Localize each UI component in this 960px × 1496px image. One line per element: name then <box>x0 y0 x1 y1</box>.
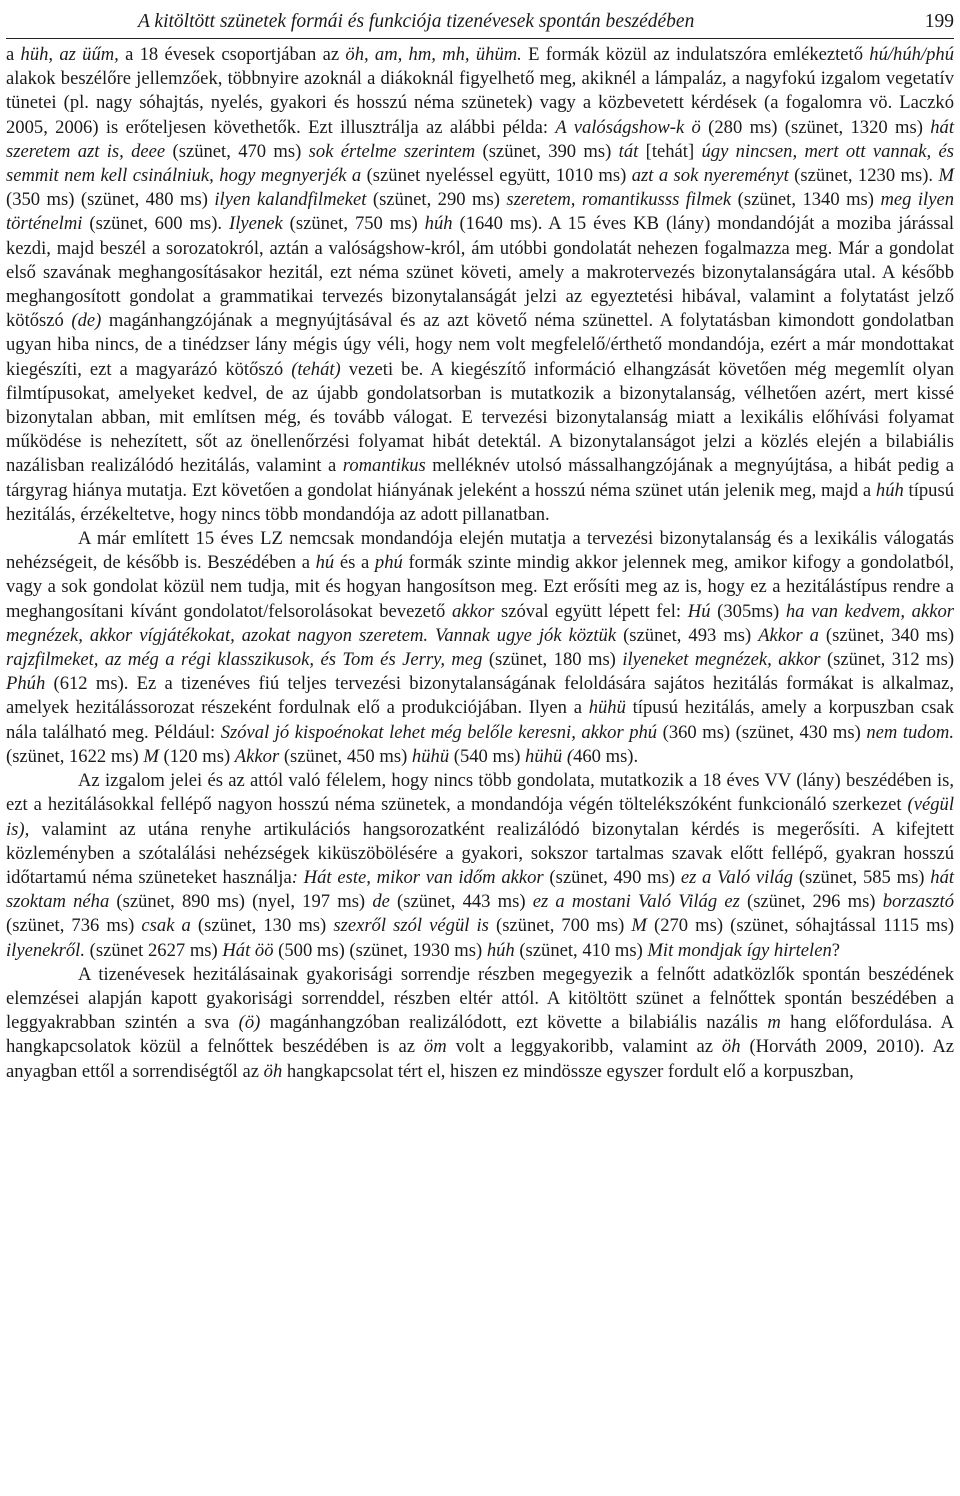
text-segment: (szünet, 296 ms) <box>739 891 883 913</box>
italic-text-segment: húh <box>486 939 515 961</box>
text-segment: (szünet, 340 ms) <box>818 624 955 646</box>
page-number: 199 <box>924 11 954 32</box>
text-segment: A tizenévesek hezitálásainak gyakorisági sorrendje részben megegyezik a felnőtt adatközlők spontán beszédének elemzései alapján kapott gyakorisági sorrenddel, részben eltér attól. A kitöltött szünet a felnőttek spontán beszédében a leggyakrabban szintén a sva <box>6 963 954 1034</box>
italic-text-segment: rajzfilmeket, az még a régi klasszikusok, és Tom és Jerry, meg <box>6 649 483 671</box>
text-segment: magánhangzóban realizálódott, ezt követte a bilabiális nazális <box>260 1012 768 1034</box>
italic-text-segment: öh <box>721 1036 741 1058</box>
italic-text-segment: Hát öö <box>222 939 274 961</box>
text-segment: (Horváth 2009, 2010). Az anyagban ettől a sorrendiségtől az <box>6 1036 954 1082</box>
text-segment: típusú hezitálás, amely a korpuszban csak nála található meg. Például: <box>6 697 954 743</box>
italic-text-segment: nem tudom. <box>866 721 954 743</box>
text-segment: (szünet, 736 ms) <box>6 915 142 937</box>
italic-text-segment: hühü <box>588 697 626 719</box>
italic-text-segment: úgy nincsen, mert ott vannak, és semmit nem kell csinálniuk, hogy megnyerjék a <box>6 140 955 187</box>
italic-text-segment: hühü ( <box>525 745 574 767</box>
italic-text-segment: Hú <box>687 600 711 622</box>
text-segment: (500 ms) (szünet, 1930 ms) <box>273 939 487 961</box>
italic-text-segment: A valóságshow-k ö <box>555 116 701 138</box>
text-segment: típusú hezitálás, érzékeltetve, hogy nincs több mondandója az adott pillanatban. <box>6 479 955 525</box>
italic-text-segment: Phúh <box>6 673 46 695</box>
italic-text-segment: borzasztó <box>882 891 954 913</box>
italic-text-segment: ez a Való világ <box>680 866 794 888</box>
italic-text-segment: m <box>767 1012 781 1034</box>
text-segment: (szünet, 585 ms) <box>793 866 931 888</box>
paragraph-3 <box>6 769 954 963</box>
text-segment: volt a leggyakoribb, valamint az <box>446 1036 722 1058</box>
italic-text-segment: ez a mostani Való Világ ez <box>532 891 740 913</box>
text-segment: (szünet, 890 ms) (nyel, 197 ms) <box>109 891 373 913</box>
text-segment: (szünet, 312 ms) <box>820 649 955 671</box>
text-segment: [tehát] <box>638 140 702 162</box>
italic-text-segment: ha van kedvem, akkor megnézek, akkor vígjátékokat, azokat nagyon szeretem. Vannak ugye jók köztük <box>6 600 955 646</box>
italic-text-segment: öm <box>423 1036 447 1058</box>
italic-text-segment: hú/húh/phú <box>869 44 954 65</box>
text-segment: (1640 ms). A 15 éves KB (lány) mondandóját a moziba járással kezdi, majd beszél a sorozatokról, aztán a valóságshow-król, ám utóbbi gondolatát nehezen fogalmazza meg. Már a gondolat első szavának meghangosításakor hezitál, ezt néma szünet követi, amely a makrotervezés bizonytalanságára utal. A később meghangosított gondolat a grammatikai tervezés bizonytalanságát jelzi az egyeztetési hibával, valamint a folytatást jelző kötőszó <box>6 213 954 332</box>
italic-text-segment: (végül is), <box>6 794 954 840</box>
text-segment: (szünet, 290 ms) <box>366 189 507 211</box>
text-segment: és a <box>334 552 375 574</box>
text-segment: (szünet, 390 ms) <box>475 140 619 162</box>
italic-text-segment: szexről szól végül is <box>333 915 489 937</box>
text-segment: a 18 évesek csoportjában az <box>118 44 346 65</box>
text-segment: (120 ms) <box>158 745 235 767</box>
italic-text-segment: (ö) <box>238 1012 261 1034</box>
text-segment: (szünet, 130 ms) <box>190 915 334 937</box>
italic-text-segment: húh <box>424 213 453 235</box>
paragraph-4 <box>6 963 954 1084</box>
text-segment: (szünet, 1230 ms). <box>788 165 939 187</box>
italic-text-segment: húh <box>875 479 904 501</box>
italic-text-segment: akkor <box>451 600 495 622</box>
text-segment: (szünet, 1340 ms) <box>731 189 881 211</box>
document-page <box>6 0 954 1496</box>
italic-text-segment: öh, am, hm, mh, ühüm. <box>345 44 522 65</box>
text-segment: hang előfordulása. A hangkapcsolatok közül a felnőttek beszédében is az <box>6 1012 954 1058</box>
italic-text-segment: hú <box>315 552 335 574</box>
italic-text-segment: tát <box>618 140 639 162</box>
italic-text-segment: Mit mondjak így hirtelen <box>647 939 832 961</box>
italic-text-segment: hühü <box>411 745 450 767</box>
italic-text-segment: ilyen kalandfilmeket <box>214 189 367 211</box>
italic-text-segment: azt a sok nyereményt <box>631 165 789 187</box>
text-segment: (szünet, 1622 ms) <box>6 745 144 767</box>
text-segment: (szünet, 600 ms). <box>82 213 230 235</box>
running-header <box>6 8 954 39</box>
text-segment: melléknév utolsó mássalhangzójának a megnyújtása, a hibát pedig a tárgyrag hiánya mutatja. Ezt követően a gondolat hiányának jeleként a hosszú néma szünet után jelenik meg, majd a <box>6 455 954 501</box>
italic-text-segment: öh <box>263 1060 283 1082</box>
text-segment: (612 ms). Ez a tizenéves fiú teljes tervezési bizonytalanságának feloldására sajátos hezitálás formákat is alkalmaz, amelyek hezitálássorozat részeként fordulnak elő a produkciójában. Ilyen a <box>6 673 954 719</box>
text-segment: (360 ms) (szünet, 430 ms) <box>657 721 867 743</box>
italic-text-segment: de <box>372 891 390 913</box>
text-segment: formák szinte mindig akkor jelennek meg, amikor kifogy a gondolatból, vagy a sok gondolat közül nem tudja, mit és hogyan hangosítson meg. Ezt erősíti meg az is, hogy ez a hezitálástípus rendre a meghangosítani kívánt gondolatot/felsorolásokat bevezető <box>6 552 954 622</box>
text-segment: (280 ms) (szünet, 1320 ms) <box>700 116 931 138</box>
italic-text-segment: sok értelme szerintem <box>308 140 476 162</box>
text-segment: vezeti be. A kiegészítő információ elhangzását követően még megemlít olyan filmtípusokat, amelyeket kedvel, de az újabb gondolatsorban is mutatkozik a bizonytalanság, vélhetően azért, mert kissé bizonytalan abban, mit említsen még, és tovább válogat. E tervezési bizonytalanság miatt a lexikális előhívási folyamat működése is nehezített, sőt az önellenőrzési folyamat hibát detektál. A bizonytalanságot jelzi a közlés elején a bilabiális nazálisban realizálódó hezitálás, valamint a <box>6 358 954 477</box>
italic-text-segment: Akkor a <box>758 624 819 646</box>
paragraph-1 <box>6 43 954 527</box>
italic-text-segment: romantikus <box>342 455 426 477</box>
text-segment: (szünet, 450 ms) <box>279 745 412 767</box>
text-segment: szóval együtt lépett fel: <box>494 600 688 622</box>
text-segment: magánhangzójának a megnyújtásával és az azt követő néma szünettel. A folytatásban kimondott gondolatban ugyan hiba nincs, de a tinédzser lány mégis úgy véli, hogy nem volt megfelelő/érthető mondandója, ezért a már mondottakat kiegészíti, ezt a magyarázó kötőszó <box>6 310 954 380</box>
italic-text-segment: Ilyenek <box>229 213 283 235</box>
text-segment: hangkapcsolat tért el, hiszen ez mindössze egyszer fordult elő a korpuszban, <box>282 1060 854 1082</box>
text-segment: (szünet, 700 ms) <box>488 915 632 937</box>
italic-text-segment: (tehát) <box>291 358 341 380</box>
text-segment: valamint az utána renyhe artikulációs hangsorozatként realizálódó bizonytalan kérdés is megerősíti. A kifejtett közleményben a szótalálási nehézségek kiküszöbölésére a gyakori, sokszor tartalmas szavak előtt fellépő, gyakran hosszú időtartamú néma szüneteket használja <box>6 818 954 888</box>
italic-text-segment: meg ilyen történelmi <box>6 189 955 235</box>
text-segment: A már említett 15 éves LZ nemcsak mondandója elején mutatja a tervezési bizonytalanság és a lexikális válogatás nehézségeit, de később is. Beszédében a <box>6 528 954 574</box>
italic-text-segment: (de) <box>71 310 102 332</box>
text-segment: (270 ms) (szünet, sóhajtással 1115 ms) <box>646 915 955 937</box>
italic-text-segment: : Hát este, mikor van időm akkor <box>291 866 544 888</box>
text-segment: alakok beszélőre jellemzőek, többnyire azoknál a diákoknál figyelhető meg, akiknél a lámpaláz, a nagyfokú izgalom vegetatív tünetei (pl. nagy sóhajtás, nyelés, gyakori és hosszú néma szünetek) vagy a közbevetett kérdések (a fogalomra vö. Laczkó 2005, 2006) is erőteljesen követhetők. Ezt illusztrálja az alábbi példa: <box>6 68 954 138</box>
text-segment: (szünet, 180 ms) <box>482 649 623 671</box>
italic-text-segment: Akkor <box>234 745 280 767</box>
text-segment: (szünet, 410 ms) <box>514 939 648 961</box>
text-segment: (szünet nyeléssel együtt, 1010 ms) <box>361 165 632 187</box>
italic-text-segment: Szóval jó kispoénokat lehet még belőle keresni, akkor phú <box>220 721 658 743</box>
italic-text-segment: hát szeretem azt is, deee <box>6 116 954 162</box>
italic-text-segment: M <box>143 745 159 767</box>
text-segment: (350 ms) (szünet, 480 ms) <box>6 189 215 211</box>
italic-text-segment: csak a <box>141 915 191 937</box>
running-title: A kitöltött szünetek formái és funkciója tizenévesek spontán beszédében <box>138 11 695 32</box>
text-segment: (szünet, 493 ms) <box>616 624 759 646</box>
text-segment: (szünet, 490 ms) <box>543 866 681 888</box>
italic-text-segment: M <box>938 165 954 187</box>
italic-text-segment: hát szoktam néha <box>6 866 955 913</box>
text-segment: (szünet, 443 ms) <box>389 891 533 913</box>
text-segment: (305ms) <box>710 600 786 622</box>
text-segment: (540 ms) <box>449 745 526 767</box>
italic-text-segment: M <box>631 915 647 937</box>
text-segment: (szünet, 750 ms) <box>282 213 425 235</box>
text-segment: Az izgalom jelei és az attól való félelem, hogy nincs több gondolata, mutatkozik a 18 éves VV (lány) beszédében is, ezt a hezitálásokkal fellépő nagyon hosszú néma szünetek, a mondandója végén töltelékszóként funkcionáló szerkezet <box>6 770 954 816</box>
italic-text-segment: ilyeneket megnézek, akkor <box>622 649 821 671</box>
body-text <box>6 43 954 1084</box>
text-segment: (szünet, 470 ms) <box>165 140 309 162</box>
text-segment: (szünet 2627 ms) <box>85 939 223 961</box>
text-segment: a <box>6 44 21 65</box>
italic-text-segment: ilyenekről. <box>6 939 85 961</box>
italic-text-segment: hüh, az üűm, <box>20 44 119 65</box>
paragraph-2 <box>6 527 954 769</box>
italic-text-segment: phú <box>374 552 403 574</box>
italic-text-segment: szeretem, romantikusss filmek <box>506 189 732 211</box>
text-segment: 460 ms). <box>573 745 639 767</box>
text-segment: ? <box>831 939 841 961</box>
text-segment: E formák közül az indulatszóra emlékeztető <box>521 44 870 65</box>
